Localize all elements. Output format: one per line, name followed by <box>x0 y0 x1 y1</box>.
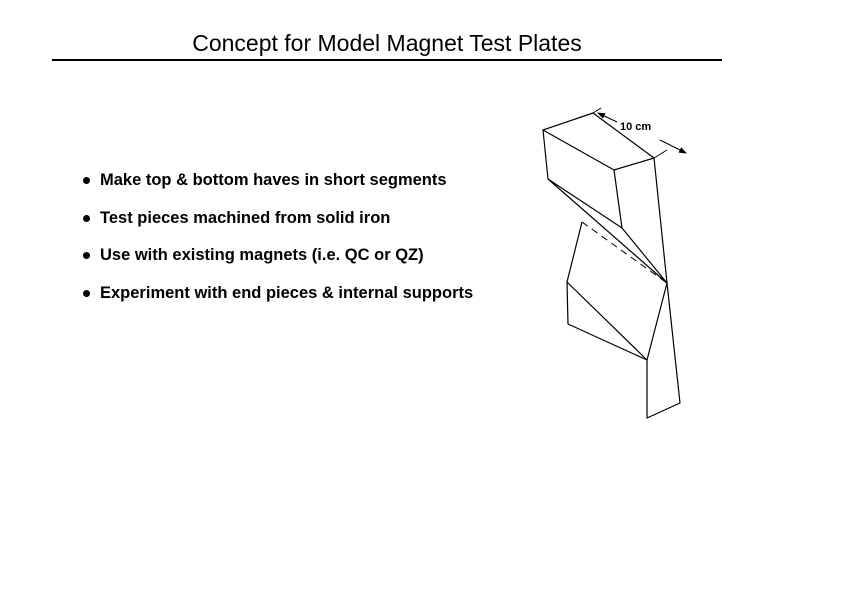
dimension-extension-left <box>593 108 601 113</box>
upper-side-face <box>622 158 667 283</box>
bullet-item <box>80 208 473 246</box>
page-title: Concept for Model Magnet Test Plates <box>192 30 582 56</box>
bullet-point-icon <box>83 177 90 184</box>
bullet-point-icon <box>83 215 90 222</box>
lower-front-edge <box>567 282 647 360</box>
bullet-item <box>80 245 473 283</box>
bullet-text: Test pieces machined from solid iron <box>100 208 391 227</box>
dimension-arrow-left <box>598 113 617 122</box>
bullet-text: Experiment with end pieces & internal supports <box>100 283 474 302</box>
plate-outline <box>543 113 680 418</box>
dimension-extension-right <box>654 150 667 158</box>
bullet-item <box>80 170 473 208</box>
title-divider <box>52 59 722 61</box>
segment-joint-line <box>548 179 667 283</box>
upper-front-face <box>543 130 622 228</box>
bullet-point-icon <box>83 252 90 259</box>
test-plate-drawing <box>536 104 692 426</box>
bullet-item <box>80 283 473 321</box>
bullet-text: Make top & bottom haves in short segments <box>100 171 447 189</box>
bullet-point-icon <box>83 290 90 297</box>
bullet-list <box>80 170 473 320</box>
lower-side-edge <box>647 283 667 360</box>
bullet-text: Use with existing magnets (i.e. QC or QZ) <box>100 246 424 264</box>
dimension-arrow-right <box>660 140 686 153</box>
dimension-label: 10 cm <box>620 121 652 133</box>
